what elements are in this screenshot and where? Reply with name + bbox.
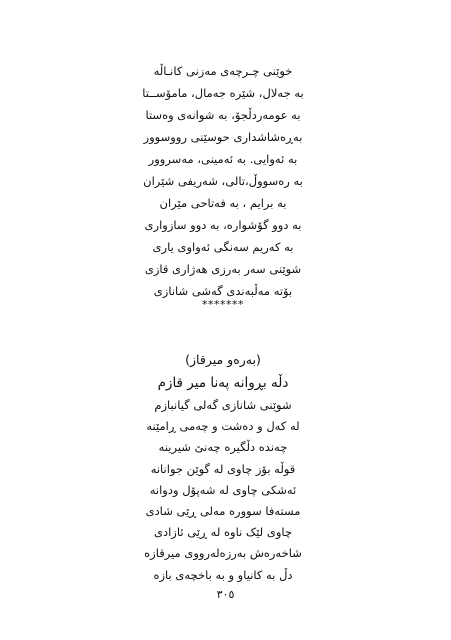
poem-line: بە رەسووڵ،تالی، شەریفی شێران [143, 174, 303, 188]
poem-line: دڵ بە کانیاو و بە باخچەی بازە [153, 567, 293, 582]
poem-line: بە جەلال، شێرە جەمال، مامۆســتا [142, 86, 304, 100]
poem-line: بۆتە مەڵبەندی گەشی شانازی [153, 284, 293, 298]
poem-title: (بەرەو میرقاز) [185, 352, 261, 367]
poem-line: بە عومەردڵجۆ، بە شوانەی وەستا [145, 108, 301, 122]
poem-line: بە کەریم سەنگی ئەواوی یاری [152, 240, 294, 254]
poem-stanza-1 [92, 60, 354, 312]
page-number: ٣٠٥ [216, 588, 235, 601]
poem-line: مستەفا سوورە مەلی ڕێی شادی [145, 503, 301, 518]
poem-line: خوێنی چـرچەی مەزنی کانـاڵە [153, 64, 293, 78]
poem-line: شاخەرەش بەرزەلەرووی میرقازە [144, 546, 302, 561]
poem-first-line: دڵە بڕوانە پەنا میر قازم [157, 375, 289, 391]
poem-line: چەندە دڵگیرە چەنێ شیرینە [158, 440, 288, 455]
poem-line: قوڵە بۆز چاوی لە گوێن جوانانە [150, 461, 296, 476]
section-separator: ******* [202, 298, 244, 311]
poem-line: چاوی لێک ناوە لە ڕێی ئازادی [153, 525, 293, 540]
poem-stanza-2 [92, 349, 354, 607]
poem-line: بەڕەشاشداری حوسێنی رووسوور [143, 130, 303, 144]
poem-line: بە ئەوایی. بە ئەمینی، مەسروور [148, 152, 298, 166]
poem-line: شوێنی سەر بەرزی هەژاری قازی [144, 262, 302, 276]
poem-line: لە کەل و دەشت و چەمی ڕامێنە [146, 419, 300, 434]
poem-line: بە برایم ، بە فەتاحی مێران [159, 196, 287, 210]
poem-line: شوێنی شانازی گەلی گیانبازم [154, 398, 292, 412]
poem-line: بە دوو گۆشوارە، بە دوو سازواری [144, 218, 302, 232]
poem-line: ئەشکی چاوی لە شەپۆل ودوانە [149, 482, 297, 497]
